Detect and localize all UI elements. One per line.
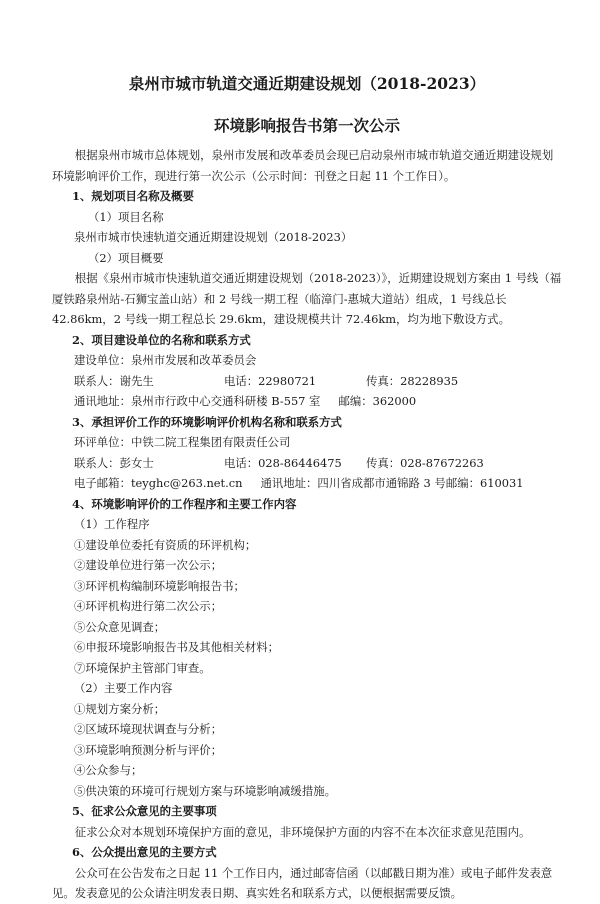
eia-contact-row [52, 453, 562, 474]
list-item: ①建设单位委托有资质的环评机构； [74, 537, 257, 552]
section-1-heading: 1、规划项目名称及概要 [72, 189, 194, 203]
builder-unit: 建设单位：泉州市发展和改革委员会 [74, 353, 257, 367]
section-6-text: 公众可在公告发布之日起 11 个工作日内，通过邮寄信函（以邮戳日期为准）或电子邮件发表意见。发表意见的公众请注明发表日期、真实姓名和联系方式，以便根据需要反馈。 [52, 865, 553, 900]
list-item: ⑦环境保护主管部门审查。 [74, 660, 211, 675]
list-item: ③环境影响预测分析与评价； [74, 742, 223, 757]
list-item: ③环评机构编制环境影响报告书； [74, 578, 245, 593]
project-name: 泉州市城市快速轨道交通近期建设规划（2018-2023） [74, 230, 353, 244]
list-item: ④环评机构进行第二次公示； [74, 599, 223, 613]
section-4-sub1: （1）工作程序 [74, 517, 150, 531]
list-item: ④公众参与； [74, 763, 143, 777]
builder-contact-row [52, 371, 562, 392]
section-4-heading: 4、环境影响评价的工作程序和主要工作内容 [72, 496, 297, 511]
list-item: ②建设单位进行第一次公示； [74, 558, 223, 572]
section-3-heading: 3、承担评价工作的环境影响评价机构名称和联系方式 [72, 414, 342, 429]
eia-fax: 传真：028-87672263 [366, 455, 484, 470]
builder-address-row [52, 391, 562, 412]
builder-phone: 电话：22980721 [224, 373, 317, 388]
procedure-list [52, 535, 562, 679]
list-item: ⑤供决策的环境可行规划方案与环境影响减缓措施。 [74, 783, 336, 798]
section-5-heading: 5、征求公众意见的主要事项 [72, 804, 217, 818]
builder-address: 通讯地址：泉州市行政中心交通科研楼 B-557 室 [74, 394, 321, 408]
document-subtitle: 环境影响报告书第一次公示 [213, 116, 400, 135]
work-content-list [52, 699, 562, 802]
builder-contact: 联系人：谢先生 [74, 373, 154, 388]
document-title: 泉州市城市轨道交通近期建设规划（2018-2023） [128, 74, 486, 93]
section-1-sub2: （2）项目概要 [88, 250, 164, 265]
list-item: ①规划方案分析； [74, 701, 166, 716]
section-4-sub2: （2）主要工作内容 [74, 681, 173, 695]
section-1-sub1: （1）项目名称 [88, 209, 164, 224]
list-item: ⑥申报环境影响报告书及其他相关材料； [74, 640, 280, 654]
eia-unit: 环评单位：中铁二院工程集团有限责任公司 [74, 435, 291, 449]
section-6-heading: 6、公众提出意见的主要方式 [72, 845, 217, 859]
eia-email: 电子邮箱：teyghc@263.net.cn [74, 476, 243, 490]
intro-paragraph: 根据泉州市城市总体规划，泉州市发展和改革委员会现已启动泉州市城市轨道交通近期建设规划环境影响评价工作，现进行第一次公示（公示时间：刊登之日起 11 个工作日）。 [52, 148, 554, 183]
eia-address: 通讯地址：四川省成都市通锦路 3 号邮编：610031 [260, 476, 524, 490]
section-5-text: 征求公众对本规划环境保护方面的意见，非环境保护方面的内容不在本次征求意见范围内。 [74, 824, 531, 839]
builder-postcode: 邮编：362000 [338, 394, 417, 408]
section-2-heading: 2、项目建设单位的名称和联系方式 [72, 332, 251, 347]
eia-contact: 联系人：彭女士 [74, 455, 154, 470]
builder-fax: 传真：28228935 [366, 373, 459, 388]
list-item: ②区域环境现状调查与分析； [74, 722, 223, 736]
project-summary: 根据《泉州市城市快速轨道交通近期建设规划（2018-2023）》，近期建设规划方案由 1 号线（福厦铁路泉州站-石狮宝盖山站）和 2 号线一期工程（临漳门-惠城大道站）组成，1 号线总长 42.86km，2 号线一期工程总长 29.6km，建设规模共计 72.46km，均为地下敷设方式。 [52, 271, 562, 326]
list-item: ⑤公众意见调查； [74, 619, 166, 634]
eia-email-row [52, 473, 562, 494]
eia-phone: 电话：028-86446475 [224, 455, 342, 470]
